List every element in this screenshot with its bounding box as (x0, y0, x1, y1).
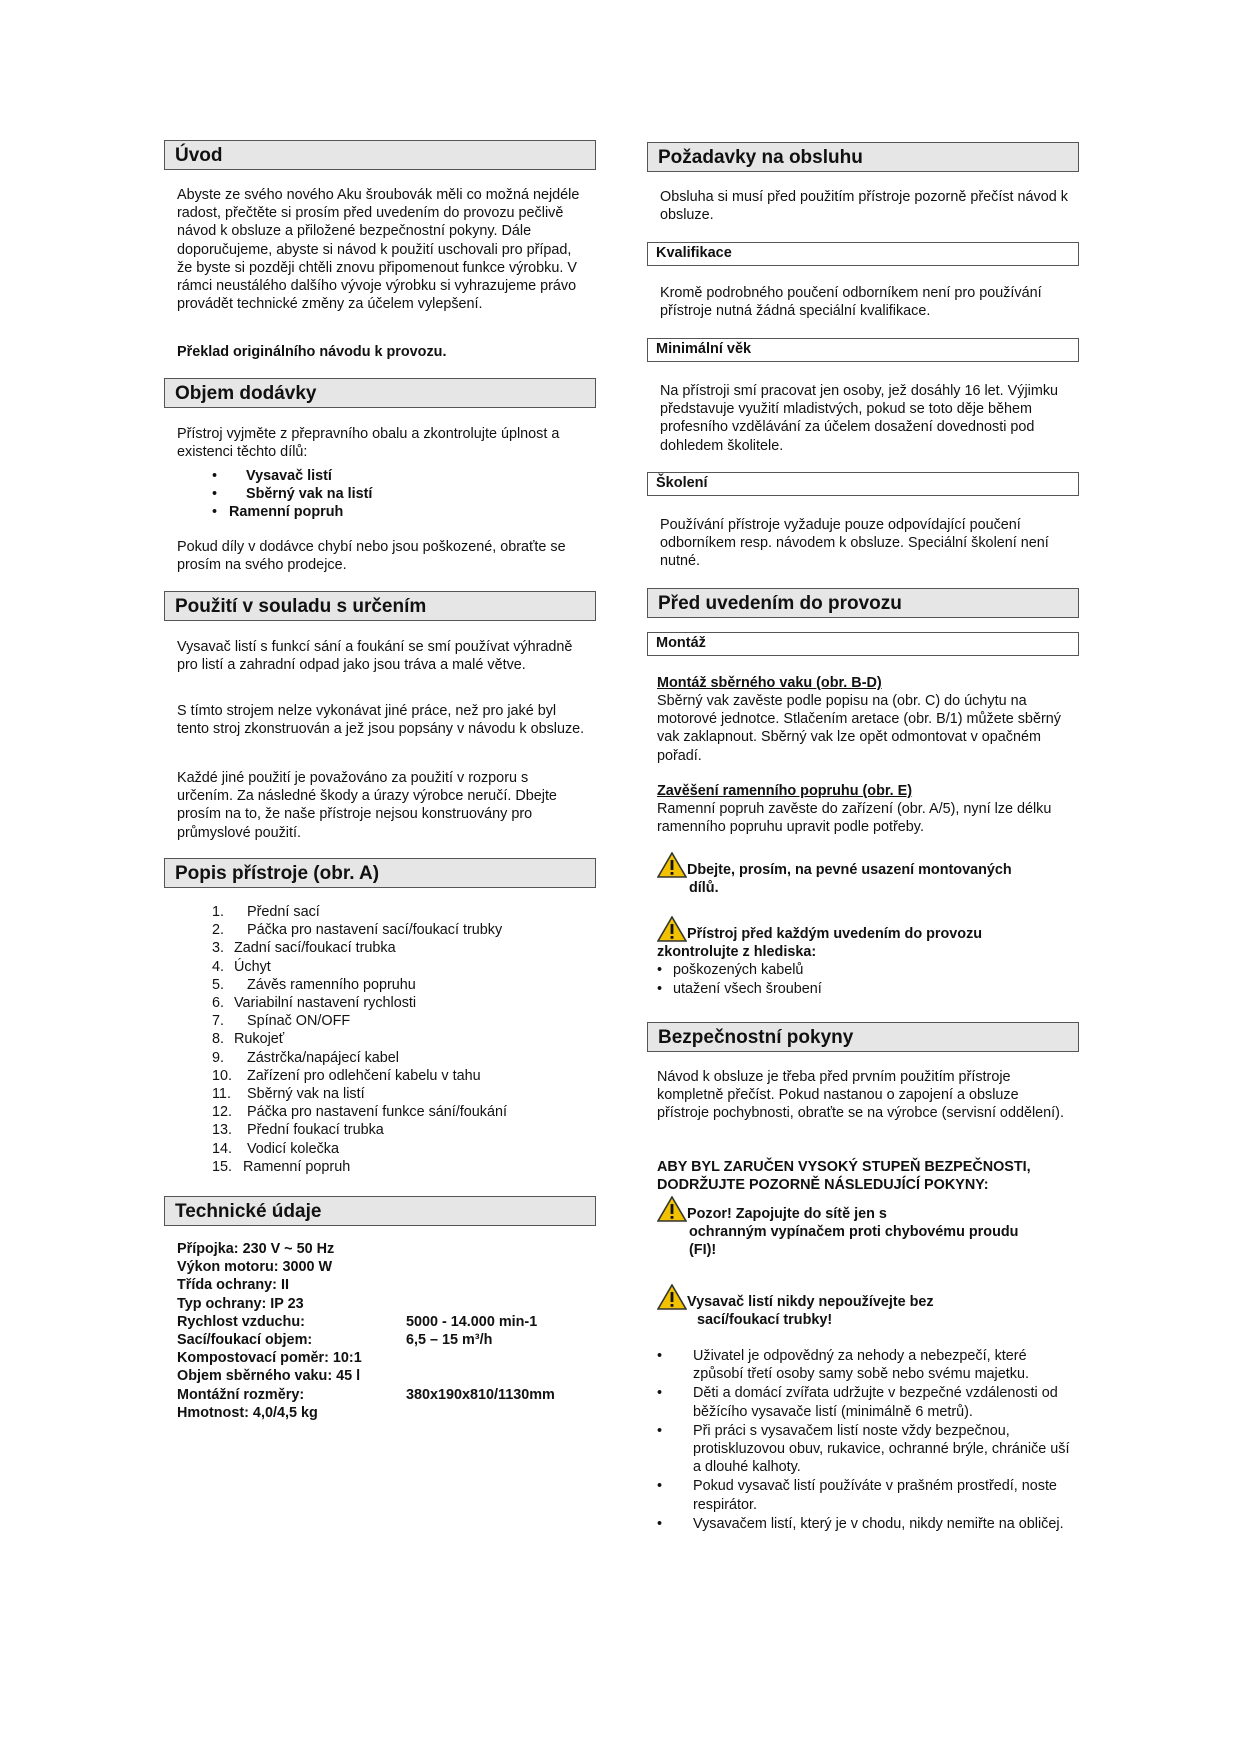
list-item: 12. Páčka pro nastavení funkce sání/foukání (212, 1104, 507, 1121)
warning-triangle-icon (657, 1284, 687, 1310)
subsection-title-montaz: Montáž (647, 632, 1079, 656)
popruh-heading: Zavěšení ramenního popruhu (obr. E) (657, 783, 913, 799)
section-title-technicke: Technické údaje (164, 1196, 596, 1226)
warning-check: Přístroj před každým uvedením do provozu zkontrolujte z hlediska: • poškozených kabelů • utažení všech šroubení (657, 916, 1067, 998)
list-item: • Uživatel je odpovědný za nehody a nebezpečí, které způsobí třetí osoby samy sobě nebo svému majetku. (657, 1348, 1029, 1383)
objem-note: Pokud díly v dodávce chybí nebo jsou poškozené, obraťte se prosím na svého prodejce. (177, 539, 566, 574)
translation-note: Překlad originálního návodu k provozu. (177, 344, 447, 360)
table-row: Rychlost vzduchu: 5000 - 14.000 min-1 (177, 1313, 538, 1330)
subsection-title-kvalifikace: Kvalifikace (647, 242, 1079, 266)
section-title-objem: Objem dodávky (164, 378, 596, 408)
pouziti-p1: Vysavač listí s funkcí sání a foukání se smí používat výhradně pro listí a zahradní odpad jako jsou tráva a malé větve. (177, 639, 573, 674)
list-item: • Děti a domácí zvířata udržujte v bezpečné vzdálenosti od běžícího vysavače listí (minimálně 6 metrů). (657, 1385, 1058, 1420)
list-item: • utažení všech šroubení (657, 980, 822, 997)
warning-mounting: Dbejte, prosím, na pevné usazení montovaných dílů. (657, 852, 1067, 897)
list-item: • Vysavačem listí, který je v chodu, nikdy nemiřte na obličej. (657, 1515, 1064, 1532)
list-item: 9. Zástrčka/napájecí kabel (212, 1049, 399, 1066)
delivery-list (212, 467, 622, 522)
list-item: 4. Úchyt (212, 958, 271, 975)
list-item: • Pokud vysavač listí používáte v prašném prostředí, noste respirátor. (657, 1478, 1057, 1513)
list-item: • Vysavač listí (212, 468, 332, 484)
table-row: Kompostovací poměr: 10:1 (177, 1350, 362, 1367)
table-row: Typ ochrany: IP 23 (177, 1295, 304, 1312)
list-item: • Při práci s vysavačem listí noste vždy bezpečnou, protiskluzovou obuv, rukavice, ochranné brýle, chrániče uší a dlouhé kalhoty. (657, 1422, 1070, 1476)
list-item: • Ramenní popruh (212, 504, 344, 521)
section-title-pouziti: Použití v souladu s určením (164, 591, 596, 621)
skoleni-paragraph: Používání přístroje vyžaduje pouze odpovídající poučení odborníkem resp. návodem k obsluze. Speciální školení není nutné. (660, 517, 1049, 570)
list-item: 10. Zařízení pro odlehčení kabelu v tahu (212, 1067, 481, 1084)
table-row: Hmotnost: 4,0/4,5 kg (177, 1404, 318, 1421)
safety-caps-notice: ABY BYL ZARUČEN VYSOKÝ STUPEŇ BEZPEČNOSTI, DODRŽUJTE POZORNĚ NÁSLEDUJÍCÍ POKYNY: (657, 1159, 1031, 1194)
tech-specs-table (177, 1240, 587, 1422)
table-row: Přípojka: 230 V ~ 50 Hz (177, 1241, 335, 1257)
warning-triangle-icon (657, 916, 687, 942)
list-item: • Sběrný vak na listí (212, 486, 373, 503)
list-item: 1. Přední sací (212, 904, 320, 920)
subsection-title-vek: Minimální věk (647, 338, 1079, 362)
table-row: Třída ochrany: II (177, 1277, 289, 1294)
warning-triangle-icon (657, 852, 687, 878)
parts-list (212, 903, 622, 1176)
table-row: Objem sběrného vaku: 45 l (177, 1368, 361, 1385)
popruh-text: Ramenní popruh zavěste do zařízení (obr. A/5), nyní lze délku ramenního popruhu upravit podle potřeby. (657, 801, 1052, 836)
warning-triangle-icon (657, 1196, 687, 1222)
uvod-paragraph: Abyste ze svého nového Aku šroubovák měli co možná nejdéle radost, přečtěte si prosím před uvedením do provozu pečlivě návod k obsluze a přiložené bezpečnostní pokyny. Dále doporučujeme, abyste si návod k použití uschovali pro případ, že byste si později chtěli znovu připomenout funkce výrobku. V rámci neustálého dalšího vývoje výrobku si vyhrazujeme právo provádět technické změny za účelem vylepšení. (177, 187, 580, 313)
list-item: 6. Variabilní nastavení rychlosti (212, 995, 417, 1012)
list-item: 7. Spínač ON/OFF (212, 1013, 351, 1030)
pouziti-p2: S tímto strojem nelze vykonávat jiné práce, než pro jaké byl tento stroj zkonstruován a jež jsou popsány v návodu k obsluze. (177, 703, 585, 738)
table-row: Výkon motoru: 3000 W (177, 1259, 333, 1276)
vak-text: Sběrný vak zavěste podle popisu na (obr. C) do úchytu na motorové jednotce. Stlačením aretace (obr. B/1) můžete sběrný vak zaklapnout. Sběrný vak lze opět odmontovat v opačném pořadí. (657, 693, 1061, 764)
warning-fi: Pozor! Zapojujte do sítě jen s ochranným vypínačem proti chybovému proudu (FI)! (657, 1196, 1067, 1260)
table-row: Sací/foukací objem: 6,5 – 15 m³/h (177, 1332, 493, 1349)
section-title-pozadavky: Požadavky na obsluhu (647, 142, 1079, 172)
list-item: 2. Páčka pro nastavení sací/foukací trubky (212, 922, 503, 939)
list-item: 5. Závěs ramenního popruhu (212, 976, 416, 993)
section-title-bezpecnost: Bezpečnostní pokyny (647, 1022, 1079, 1052)
table-row: Montážní rozměry: 380x190x810/1130mm (177, 1386, 555, 1403)
safety-list (657, 1347, 1077, 1533)
list-item: 8. Rukojeť (212, 1031, 285, 1048)
list-item: 15. Ramenní popruh (212, 1158, 351, 1175)
bezpecnost-paragraph: Návod k obsluze je třeba před prvním použitím přístroje kompletně přečíst. Pokud nastanou o zapojení a obsluze přístroje pochybnosti, obraťte se na výrobce (servisní oddělení). (657, 1069, 1064, 1122)
vak-heading: Montáž sběrného vaku (obr. B-D) (657, 675, 882, 691)
list-item: 3. Zadní sací/foukací trubka (212, 940, 396, 957)
section-title-uvod: Úvod (164, 140, 596, 170)
list-item: 13. Přední foukací trubka (212, 1122, 384, 1139)
pozadavky-paragraph: Obsluha si musí před použitím přístroje pozorně přečíst návod k obsluze. (660, 189, 1068, 224)
pouziti-p3: Každé jiné použití je považováno za použití v rozporu s určením. Za následné škody a úrazy výrobce neručí. Dbejte prosím na to, že naše přístroje nejsou konstruovány pro průmyslové použití. (177, 770, 557, 841)
section-title-pred: Před uvedením do provozu (647, 588, 1079, 618)
section-title-popis: Popis přístroje (obr. A) (164, 858, 596, 888)
kvalifikace-paragraph: Kromě podrobného poučení odborníkem není pro používání přístroje nutná žádná speciální kvalifikace. (660, 285, 1042, 320)
warning-tube: Vysavač listí nikdy nepoužívejte bez sací/foukací trubky! (657, 1284, 1067, 1329)
subsection-title-skoleni: Školení (647, 472, 1079, 496)
vek-paragraph: Na přístroji smí pracovat jen osoby, jež dosáhly 16 let. Výjimku představuje využití mladistvých, pokud se toto děje během profesního vzdělávání za účelem dosažení dovednosti pod dohledem školitele. (660, 383, 1059, 454)
list-item: 14. Vodicí kolečka (212, 1140, 339, 1157)
list-item: 11. Sběrný vak na listí (212, 1086, 365, 1103)
objem-intro: Přístroj vyjměte z přepravního obalu a zkontrolujte úplnost a existenci těchto dílů: (177, 426, 560, 461)
list-item: • poškozených kabelů (657, 962, 804, 979)
